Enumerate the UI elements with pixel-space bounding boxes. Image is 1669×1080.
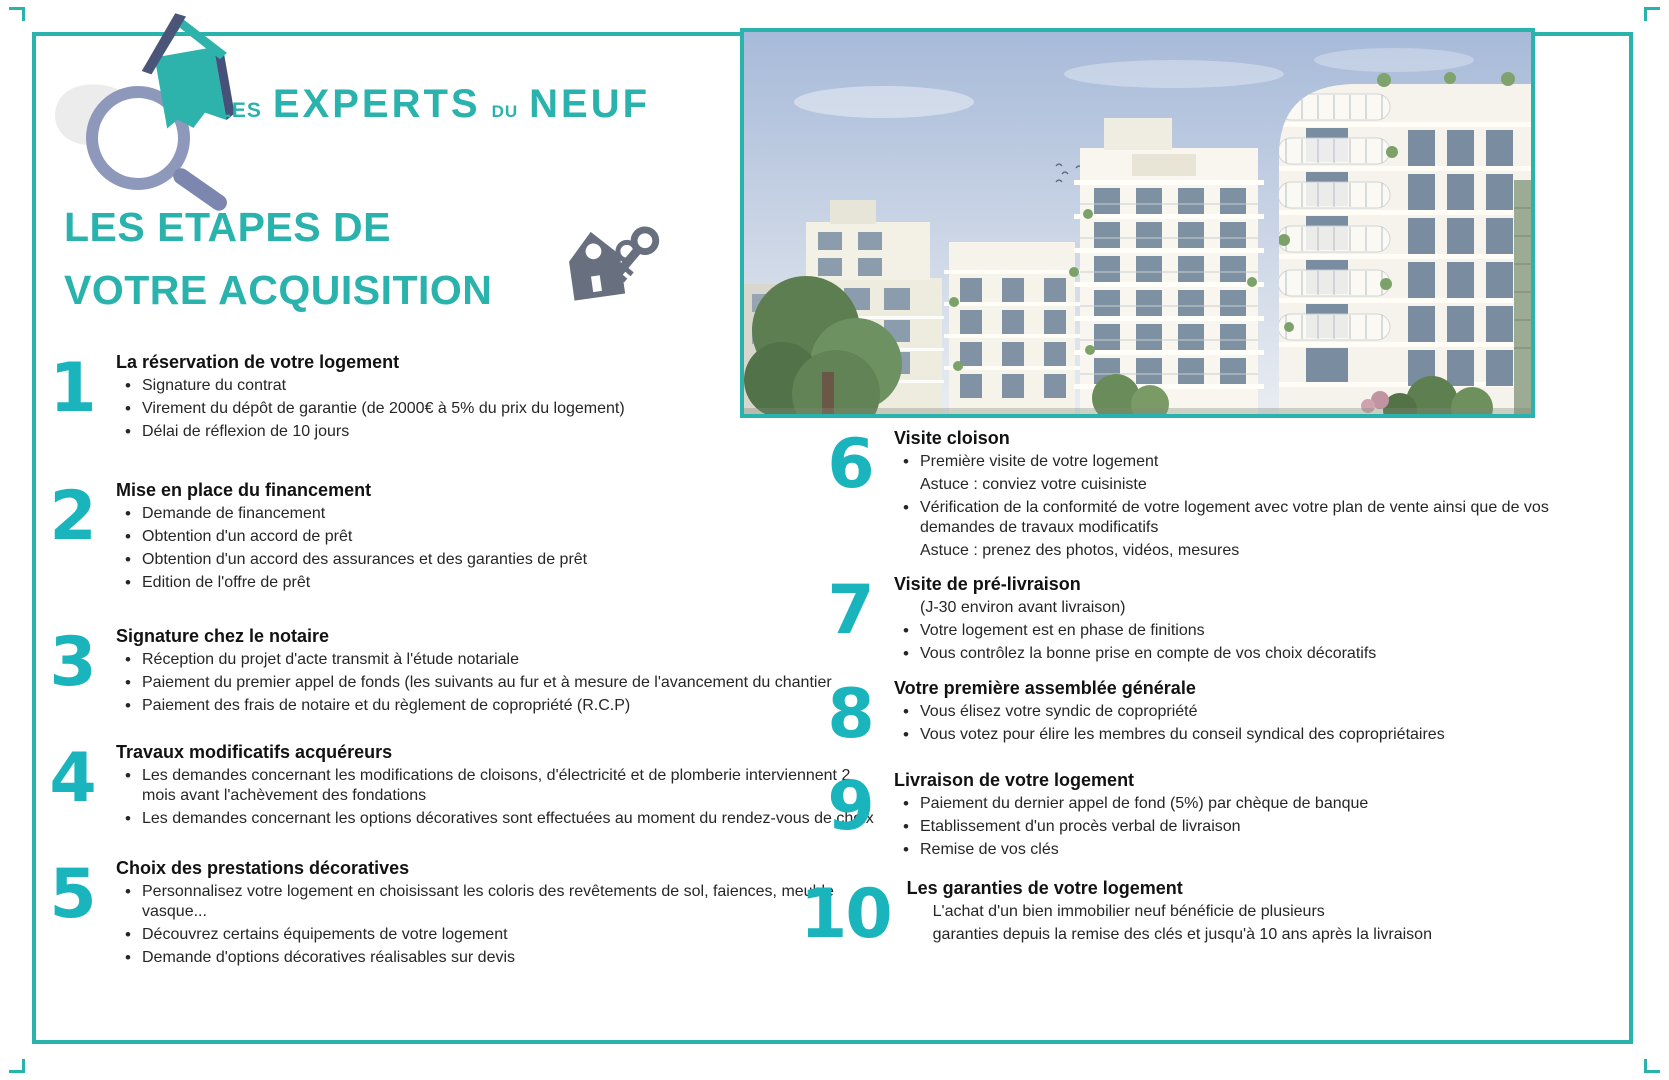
step-5-items [116,882,876,969]
step-item: • Les demandes concernant les options décoratives sont effectuées au moment du rendez-vous de choix [116,809,876,829]
step-5 [44,856,876,971]
step-6-heading: Visite cloison [894,428,1010,448]
step-item: • Signature du contrat [116,376,876,396]
corner-mark-top-right [1644,7,1660,21]
house-keys-icon [556,218,674,315]
step-8-items [894,702,1584,745]
step-item: • Découvrez certains équipements de votre logement [116,925,876,945]
step-1-number: 1 [49,349,95,428]
step-item: • Vous contrôlez la bonne prise en compte de vos choix décoratifs [894,644,1584,664]
page-title-line2: VOTRE ACQUISITION [64,267,493,313]
corner-mark-bottom-left [9,1059,25,1073]
brand-experts: EXPERTS [272,82,481,126]
step-2-heading: Mise en place du financement [116,480,372,500]
step-item: • Votre logement est en phase de finitions [894,621,1584,641]
step-6 [822,426,1584,564]
corner-mark-top-left [9,7,25,21]
step-9 [822,768,1584,863]
step-4-heading: Travaux modificatifs acquéreurs [116,742,393,762]
step-10-heading: Les garanties de votre logement [906,878,1183,898]
step-4 [44,740,876,832]
step-7-heading: Visite de pré-livraison [894,574,1081,594]
step-item: • Virement du dépôt de garantie (de 2000€ à 5% du prix du logement) [116,399,876,419]
step-item: • Vous votez pour élire les membres du conseil syndical des copropriétaires [894,725,1584,745]
step-10-items [907,902,1597,945]
step-item: • Personnalisez votre logement en choisissant les coloris des revêtements de sol, faiences, meuble vasque... [116,882,876,923]
step-7 [822,572,1584,667]
step-item: • Délai de réflexion de 10 jours [116,422,876,442]
step-1 [44,350,876,445]
brand-wordmark [218,82,650,127]
step-2 [44,478,876,596]
step-item: • Paiement du dernier appel de fond (5%) par chèque de banque [894,794,1584,814]
step-item: • Paiement des frais de notaire et du règlement de copropriété (R.C.P) [116,696,876,716]
step-9-number: 9 [827,767,873,846]
step-item: Astuce : conviez votre cuisiniste [920,475,1147,493]
step-9-items [894,794,1584,860]
step-item: • Paiement du premier appel de fonds (les suivants au fur et à mesure de l'avancement du chantier [116,673,876,693]
step-7-items [894,598,1584,664]
step-3-items [116,650,876,716]
step-6-number: 6 [827,425,873,504]
step-5-number: 5 [49,855,95,934]
step-item: (J-30 environ avant livraison) [920,599,1126,616]
step-1-heading: La réservation de votre logement [116,352,400,372]
step-3-heading: Signature chez le notaire [116,626,330,646]
step-4-number: 4 [49,739,95,818]
step-item: garanties depuis la remise des clés et jusqu'à 10 ans après la livraison [932,925,1432,943]
step-9-heading: Livraison de votre logement [894,770,1135,790]
step-item: L'achat d'un bien immobilier neuf bénéficie de plusieurs [932,903,1325,920]
step-3-number: 3 [49,623,95,702]
step-item: • Les demandes concernant les modifications de cloisons, d'électricité et de plomberie interviennent 2 mois avant l'achèvement des fondations [116,766,876,807]
brand-logo [46,0,706,210]
step-8-number: 8 [827,675,873,754]
step-4-items [116,766,876,830]
brand-du: DU [491,102,519,121]
brand-neuf: NEUF [529,82,651,126]
step-3 [44,624,876,719]
page-title [64,196,492,322]
step-7-number: 7 [827,571,873,650]
step-8 [822,675,1584,754]
corner-mark-bottom-right [1644,1059,1660,1073]
step-item: • Obtention d'un accord des assurances et des garanties de prêt [116,550,876,570]
step-item: • Vous élisez votre syndic de copropriété [894,702,1584,722]
step-item: Astuce : prenez des photos, vidéos, mesures [920,542,1240,560]
step-2-number: 2 [49,477,95,556]
step-1-items [116,376,876,442]
step-6-items [894,452,1584,562]
step-2-items [116,504,876,593]
step-item: • Réception du projet d'acte transmit à l'étude notariale [116,650,876,670]
brand-les: LES [218,99,262,122]
step-5-heading: Choix des prestations décoratives [116,858,410,878]
step-8-heading: Votre première assemblée générale [894,678,1196,698]
step-item: • Première visite de votre logement [894,452,1584,472]
page-title-line1: LES ETAPES DE [64,204,391,250]
step-item: • Edition de l'offre de prêt [116,573,876,593]
step-item: • Obtention d'un accord de prêt [116,527,876,547]
step-item: • Remise de vos clés [894,840,1584,860]
step-item: • Etablissement d'un procès verbal de livraison [894,817,1584,837]
step-item: • Vérification de la conformité de votre logement avec votre plan de vente ainsi que de vos demandes de travaux modificatifs [894,498,1584,539]
step-item: • Demande d'options décoratives réalisables sur devis [116,948,876,968]
step-10 [800,875,1597,954]
step-item: • Demande de financement [116,504,876,524]
step-10-number: 10 [800,875,891,954]
